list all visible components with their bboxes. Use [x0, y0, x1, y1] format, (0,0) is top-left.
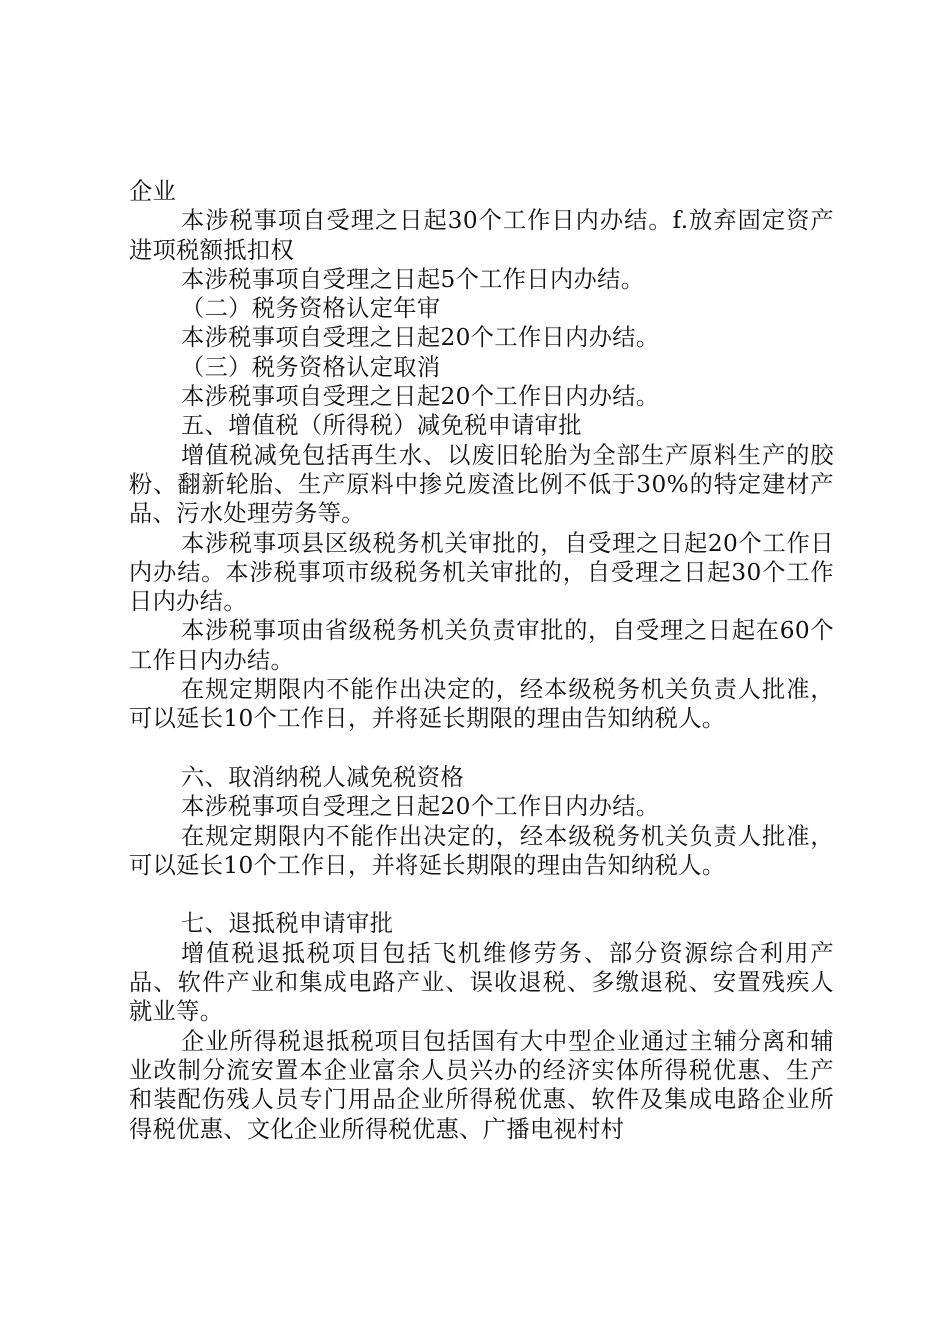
subsection-heading: （三）税务资格认定取消 — [181, 353, 441, 381]
paragraph: 本涉税事项由省级税务机关负责审批的，自受理之日起在60个工作日内办结。 — [129, 617, 834, 674]
paragraph-continuation: 企业 — [129, 178, 177, 205]
paragraph: 在规定期限内不能作出决定的，经本级税务机关负责人批准，可以延长10个工作日，并将延长期限的理由告知纳税人。 — [129, 822, 834, 879]
section-heading: 七、退抵税申请审批 — [181, 910, 394, 938]
paragraph: 在规定期限内不能作出决定的，经本级税务机关负责人批准，可以延长10个工作日，并将延长期限的理由告知纳税人。 — [129, 676, 834, 733]
subsection-heading: （二）税务资格认定年审 — [181, 295, 441, 323]
paragraph: 本涉税事项自受理之日起20个工作日内办结。 — [181, 383, 660, 411]
paragraph: 本涉税事项自受理之日起20个工作日内办结。 — [181, 324, 660, 352]
paragraph: 企业所得税退抵税项目包括国有大中型企业通过主辅分离和辅业改制分流安置本企业富余人员兴办的经济实体所得税优惠、生产和装配伤残人员专门用品企业所得税优惠、软件及集成电路企业所得税优惠、文化企业所得税优惠、广播电视村村 — [129, 1027, 834, 1143]
paragraph: 本涉税事项自受理之日起30个工作日内办结。f.放弃固定资产进项税额抵扣权 — [129, 207, 834, 264]
paragraph-spacer — [129, 880, 834, 909]
paragraph: 增值税减免包括再生水、以废旧轮胎为全部生产原料生产的胶粉、翻新轮胎、生产原料中掺兑废渣比例不低于30%的特定建材产品、污水处理劳务等。 — [129, 441, 834, 528]
document-body — [129, 177, 834, 1144]
paragraph: 本涉税事项自受理之日起20个工作日内办结。 — [181, 793, 660, 821]
section-heading: 五、增值税（所得税）减免税申请审批 — [181, 412, 582, 440]
paragraph: 本涉税事项自受理之日起5个工作日内办结。 — [181, 265, 645, 293]
paragraph: 本涉税事项县区级税务机关审批的，自受理之日起20个工作日内办结。本涉税事项市级税务机关审批的，自受理之日起30个工作日内办结。 — [129, 529, 834, 616]
section-heading: 六、取消纳税人减免税资格 — [181, 763, 465, 791]
paragraph-spacer — [129, 734, 834, 763]
paragraph: 增值税退抵税项目包括飞机维修劳务、部分资源综合利用产品、软件产业和集成电路产业、误收退税、多缴退税、安置残疾人就业等。 — [129, 939, 834, 1026]
